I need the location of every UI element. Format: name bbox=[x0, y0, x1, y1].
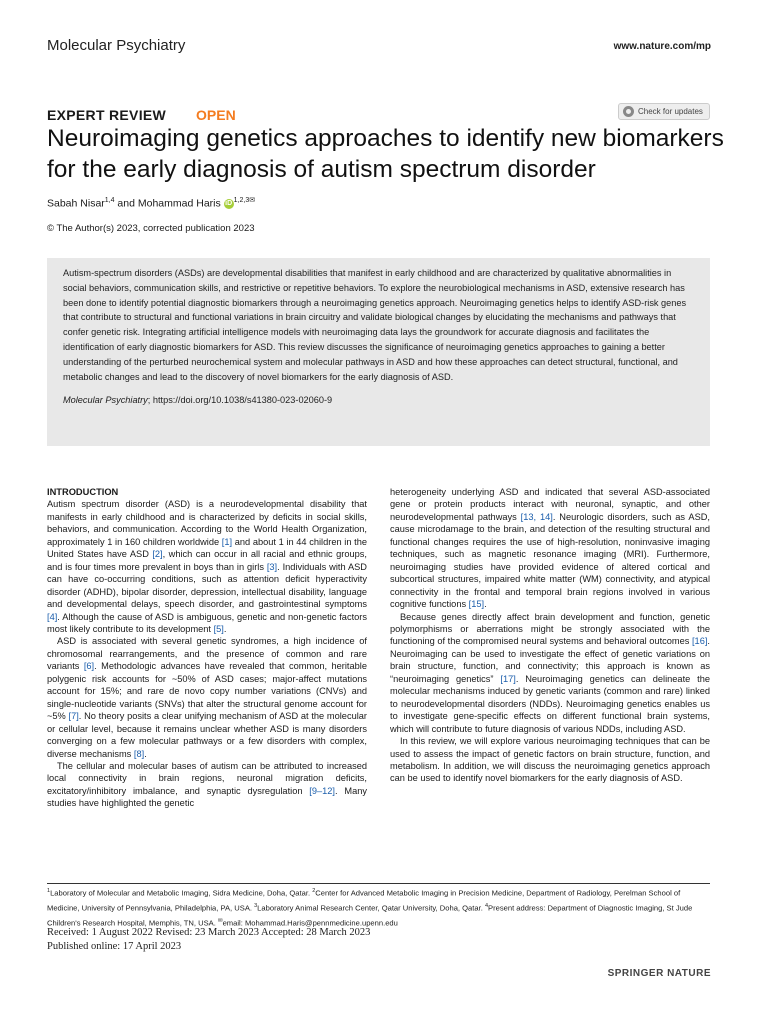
author-conjunction: and bbox=[114, 197, 138, 210]
body-column-right bbox=[390, 486, 710, 785]
reference-link[interactable]: [1] bbox=[221, 536, 233, 547]
abstract-text: Autism-spectrum disorders (ASDs) are developmental disabilities that manifest in early childhood and are characterized by qualitative abnormalities in social behaviors, communication skills, and restrictive or repetitive behaviors. To explore the neurobiological mechanisms in ASD, extensive research has been done to identify potential diagnostic biomarkers through a neuroimaging genetics approach. Neuroimaging genetics helps to identify ASD-risk genes that contribute to structural and functional variations in brain circuitry and validate biological changes by elucidating the mechanisms and pathways that confer genetic risk. Integrating artificial intelligence models with neuroimaging data lays the groundwork for accurate diagnosis and facilitates the identification of early diagnostic biomarkers for ASD. This review discusses the significance of neuroimaging genetics approaches to gaining a better understanding of the perturbed neurochemical system and molecular pathways in ASD and how these approaches can detect structural, functional, and metabolic changes and lead to the discovery of novel biomarkers for the early diagnosis of ASD. bbox=[63, 268, 687, 382]
author-affiliation-sup: 1,4 bbox=[104, 197, 115, 204]
article-title: Neuroimaging genetics approaches to identify new biomarkers for the early diagnosis of autism spectrum disorder bbox=[47, 125, 724, 183]
update-icon bbox=[623, 106, 634, 117]
author-list bbox=[47, 196, 255, 210]
citation-line bbox=[63, 393, 694, 408]
author-name[interactable]: Mohammad Haris bbox=[137, 197, 221, 210]
reference-link[interactable]: [3] bbox=[266, 561, 278, 572]
article-dates bbox=[47, 926, 370, 954]
paragraph: ASD is associated with several genetic syndromes, a high incidence of chromosomal rearrangements, and the presence of common and rare variants [6]. Methodologic advances have revealed that common, heritable polygenic risk accounts for ~50% of ASD cases; major-affect mutations account for 15%; and rare de novo copy number variations (CNVs) and single-nucleotide variants (SNVs) that alter the structural genome account for ~5% [7]. No theory posits a clear unifying mechanism of ASD at the molecular or cellular level, because it remains unclear whether ASD is many disorders converging on a few molecular pathways or a few disorders with complex, diverse mechanisms [8]. bbox=[47, 636, 367, 759]
reference-link[interactable]: [5] bbox=[213, 623, 224, 634]
reference-link[interactable]: [16] bbox=[691, 636, 708, 647]
reference-link[interactable]: [4] bbox=[47, 611, 58, 622]
check-for-updates-label: Check for updates bbox=[638, 107, 703, 116]
corresponding-email[interactable]: email: Mohammad.Haris@pennmedicine.upenn.edu bbox=[222, 918, 398, 928]
orcid-icon[interactable]: iD bbox=[225, 199, 233, 207]
check-for-updates-button[interactable] bbox=[618, 103, 710, 120]
paragraph: Because genes directly affect brain development and function, genetic polymorphisms or aberrations might be strongly associated with the functioning of the compromised neural systems and behavioral outcomes [16]. Neuroimaging can be used to investigate the effect of genetic variations on brain structure, function, and connectivity; this approach is known as “neuroimaging genetics” [17]. Neuroimaging genetics can delineate the molecular mechanisms induced by genetic variants (common and rare) linked to neurodevelopmental disorders (NDDs). Neuroimaging genetics enables us to investigate gene-specific effects on different functional brain systems, which will contribute to future diagnosis of various NDDs, including ASD. bbox=[390, 611, 710, 734]
journal-url[interactable]: www.nature.com/mp bbox=[613, 41, 711, 52]
affiliations: $^1$Laboratory of Molecular and Metabolic Imaging, Sidra Medicine, Doha, Qatar. $^2$Center for Advanced Metabolic Imaging in Precision Medicine, Department of Radiology, Perelman School of Medicine, University of Pennsylvania, Philadelphia, PA, USA. $^3$Laboratory Animal Research Center, Qatar University, Doha, Qatar. $^4$Present address: Department of Diagnostic Imaging, St Jude Children's Research Hospital, Memphis, TN, USA. ✉email: Mohammad.Haris@pennmedicine.upenn.edu bbox=[47, 888, 693, 928]
author-name[interactable]: Sabah Nisar bbox=[47, 197, 105, 210]
publisher-logo: SPRINGER NATURE bbox=[607, 968, 711, 979]
email-icon: ✉ bbox=[217, 917, 223, 924]
reference-link[interactable]: [9–12] bbox=[309, 785, 335, 796]
abstract-box bbox=[47, 258, 710, 446]
citation-doi[interactable]: ; https://doi.org/10.1038/s41380-023-02060-9 bbox=[147, 395, 333, 406]
open-access-label: OPEN bbox=[196, 107, 236, 123]
copyright-line: © The Author(s) 2023, corrected publication 2023 bbox=[47, 223, 255, 234]
paragraph: heterogeneity underlying ASD and indicated that several ASD-associated gene or protein products interact with neuronal, synaptic, and other neurodevelopmental pathways [13, 14]. Neurologic disorders, such as ASD, cause microdamage to the brain, and detection of the resulting structural and functional changes requires the use of high-resolution, noninvasive imaging techniques, such as magnetic resonance imaging (MRI). Furthermore, neuroimaging studies have provided evidence of altered cortical and subcortical structures, impaired white matter (WM) connectivity, and atypical connectivity in the frontal and temporal brain regions involved in various cognitive functions [15]. bbox=[390, 487, 710, 610]
reference-link[interactable]: [6] bbox=[83, 661, 95, 672]
journal-name: Molecular Psychiatry bbox=[47, 37, 186, 54]
paragraph: In this review, we will explore various neuroimaging techniques that can be used to assess the impact of genetic factors on brain structure, function, and metabolism. In addition, we will discuss the neuroimaging genetics approach can be used to identify novel biomarkers for the early diagnosis of ASD. bbox=[390, 736, 710, 784]
dates-published: Published online: 17 April 2023 bbox=[47, 941, 182, 952]
article-type: EXPERT REVIEW bbox=[47, 107, 167, 123]
reference-link[interactable]: [2] bbox=[152, 549, 163, 560]
reference-link[interactable]: [13, 14] bbox=[520, 511, 553, 522]
reference-link[interactable]: [15] bbox=[468, 599, 485, 610]
citation-journal: Molecular Psychiatry bbox=[63, 395, 148, 406]
section-heading: INTRODUCTION bbox=[47, 487, 119, 497]
reference-link[interactable]: [7] bbox=[68, 711, 79, 722]
email-icon[interactable]: ✉ bbox=[249, 197, 256, 204]
reference-link[interactable]: [8] bbox=[133, 748, 145, 759]
paragraph: Autism spectrum disorder (ASD) is a neurodevelopmental disability that manifests in early childhood and is characterized by deficits in social skills, behaviors, and communication. According to the World Health Organization, approximately 1 in 160 children worldwide [1] and about 1 in 44 children in the United States have ASD [2], which can occur in all racial and ethnic groups, and is four times more prevalent in boys than in girls [3]. Individuals with ASD can have co-occurring conditions, such as attention deficit hyperactivity disorder (ADHD), bipolar disorder, depression, intellectual disability, language and developmental delays, speech disorder, and gastrointestinal symptoms [4]. Although the cause of ASD is ambiguous, genetic and non-genetic factors most likely contribute to its development [5]. bbox=[47, 499, 367, 634]
paragraph: The cellular and molecular bases of autism can be attributed to increased local connectivity in brain regions, neuronal migration deficits, excitatory/inhibitory imbalance, and synaptic dysregulation [9–12]. Many studies have highlighted the genetic bbox=[47, 760, 367, 809]
body-column-left bbox=[47, 486, 367, 810]
dates-received: Received: 1 August 2022 Revised: 23 March 2023 Accepted: 28 March 2023 bbox=[47, 927, 371, 938]
footnote-divider bbox=[47, 883, 710, 884]
reference-link[interactable]: [17] bbox=[500, 673, 516, 684]
author-affiliation-sup: 1,2,3 bbox=[233, 197, 250, 204]
